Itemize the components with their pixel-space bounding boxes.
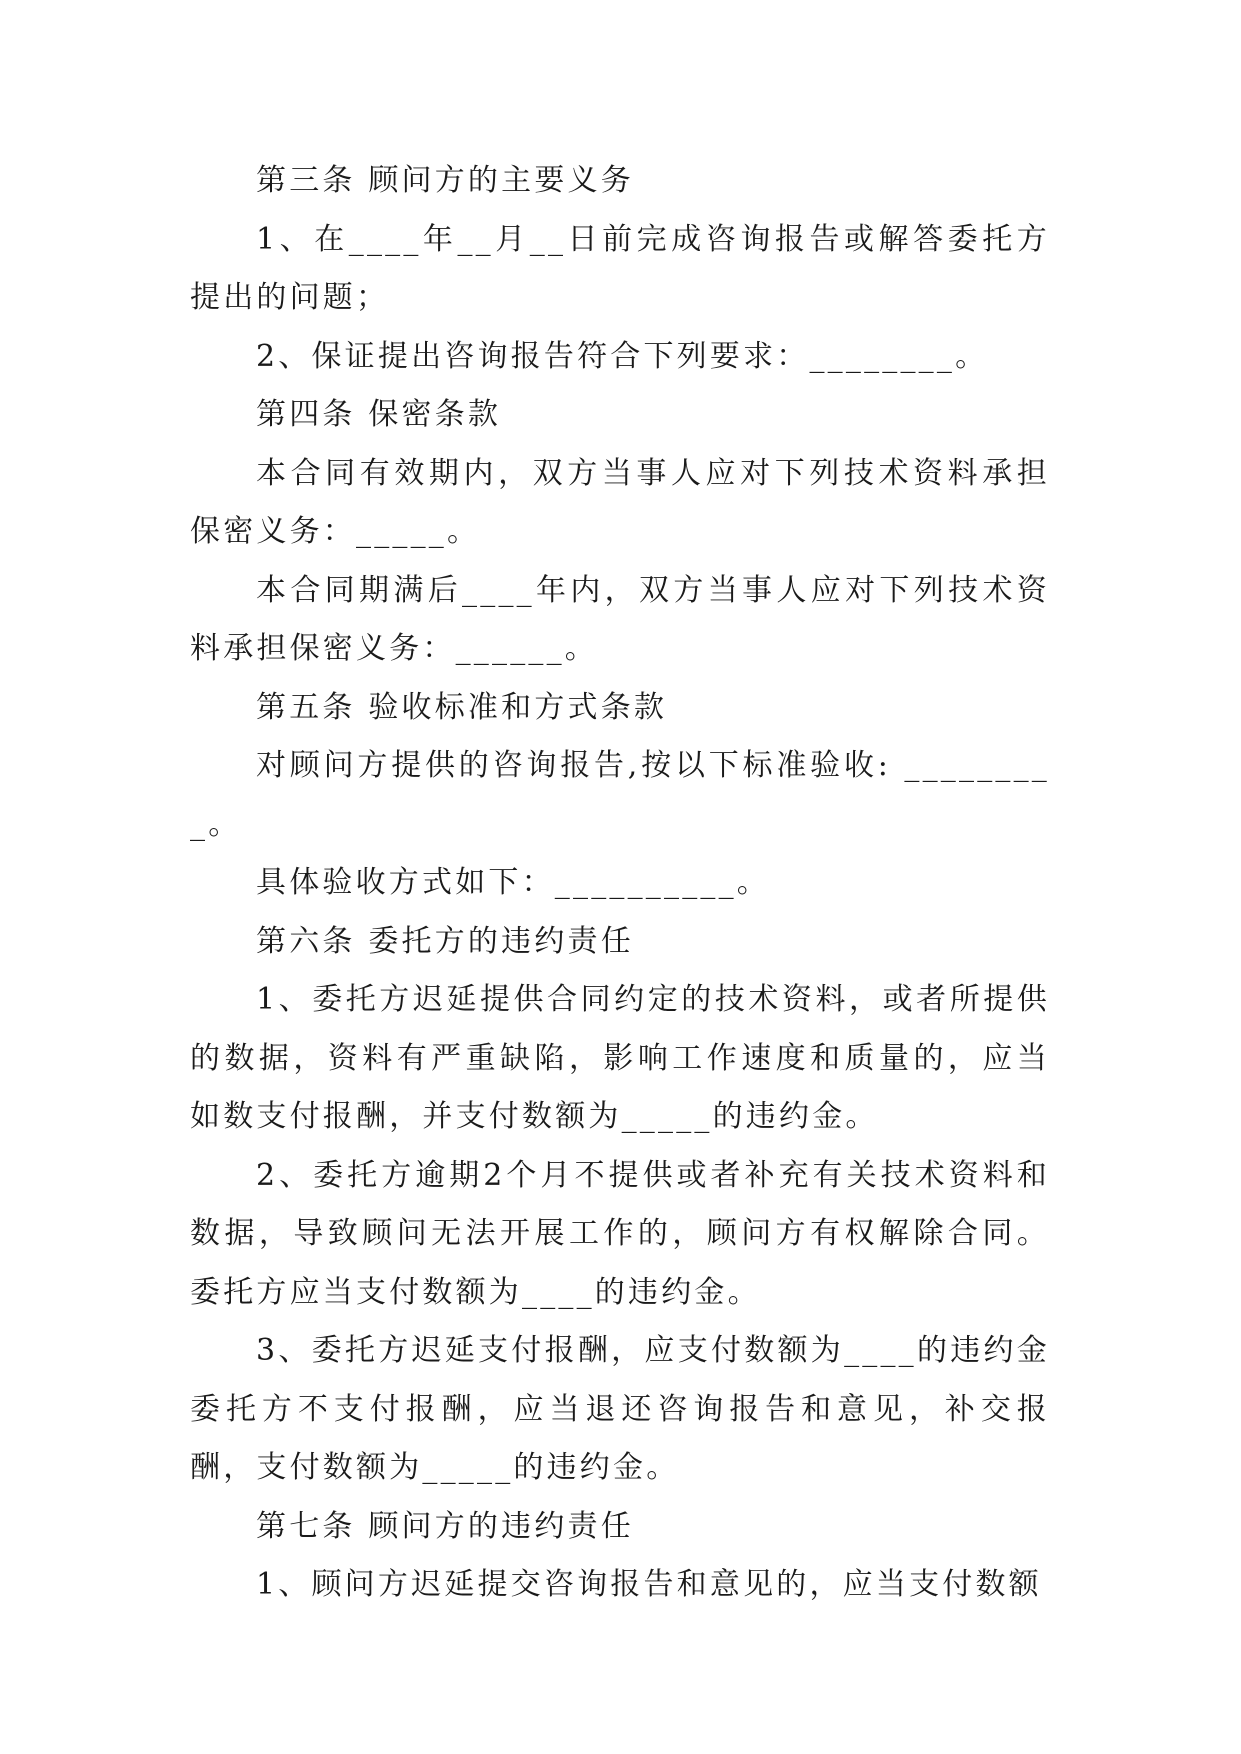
paragraph-article-7-item-1: 1、顾问方迟延提交咨询报告和意见的，应当支付数额 <box>256 1567 1042 1602</box>
document-body <box>190 152 1050 1615</box>
paragraph-article-4-term: 本合同有效期内，双方当事人应对下列技术资料承担保密义务：_____。 <box>190 455 1050 549</box>
paragraph-article-3-item-1: 1、在____年__月__日前完成咨询报告或解答委托方提出的问题； <box>190 221 1050 315</box>
paragraph-article-6-item-3: 3、委托方迟延支付报酬，应支付数额为____的违约金委托方不支付报酬，应当退还咨询报告和意见，补交报酬，支付数额为_____的违约金。 <box>190 1333 1050 1485</box>
paragraph-article-5-method: 具体验收方式如下：__________。 <box>256 865 770 900</box>
heading-article-6: 第六条 委托方的违约责任 <box>256 923 634 959</box>
paragraph-article-3-item-2: 2、保证提出咨询报告符合下列要求：________。 <box>256 338 989 374</box>
heading-article-5: 第五条 验收标准和方式条款 <box>256 689 668 725</box>
paragraph-article-6-item-2: 2、委托方逾期2个月不提供或者补充有关技术资料和数据，导致顾问无法开展工作的，顾问方有权解除合同。委托方应当支付数额为____的违约金。 <box>190 1157 1050 1310</box>
paragraph-article-6-item-1: 1、委托方迟延提供合同约定的技术资料，或者所提供的数据，资料有严重缺陷，影响工作速度和质量的，应当如数支付报酬，并支付数额为_____的违约金。 <box>190 982 1050 1134</box>
paragraph-article-5-standard: 对顾问方提供的咨询报告,按以下标准验收: _________。 <box>190 748 1050 842</box>
heading-article-7: 第七条 顾问方的违约责任 <box>256 1508 634 1544</box>
heading-article-4: 第四条 保密条款 <box>256 397 502 432</box>
heading-article-3: 第三条 顾问方的主要义务 <box>256 163 634 198</box>
paragraph-article-4-after-expiry: 本合同期满后____年内，双方当事人应对下列技术资料承担保密义务：______。 <box>190 572 1050 666</box>
